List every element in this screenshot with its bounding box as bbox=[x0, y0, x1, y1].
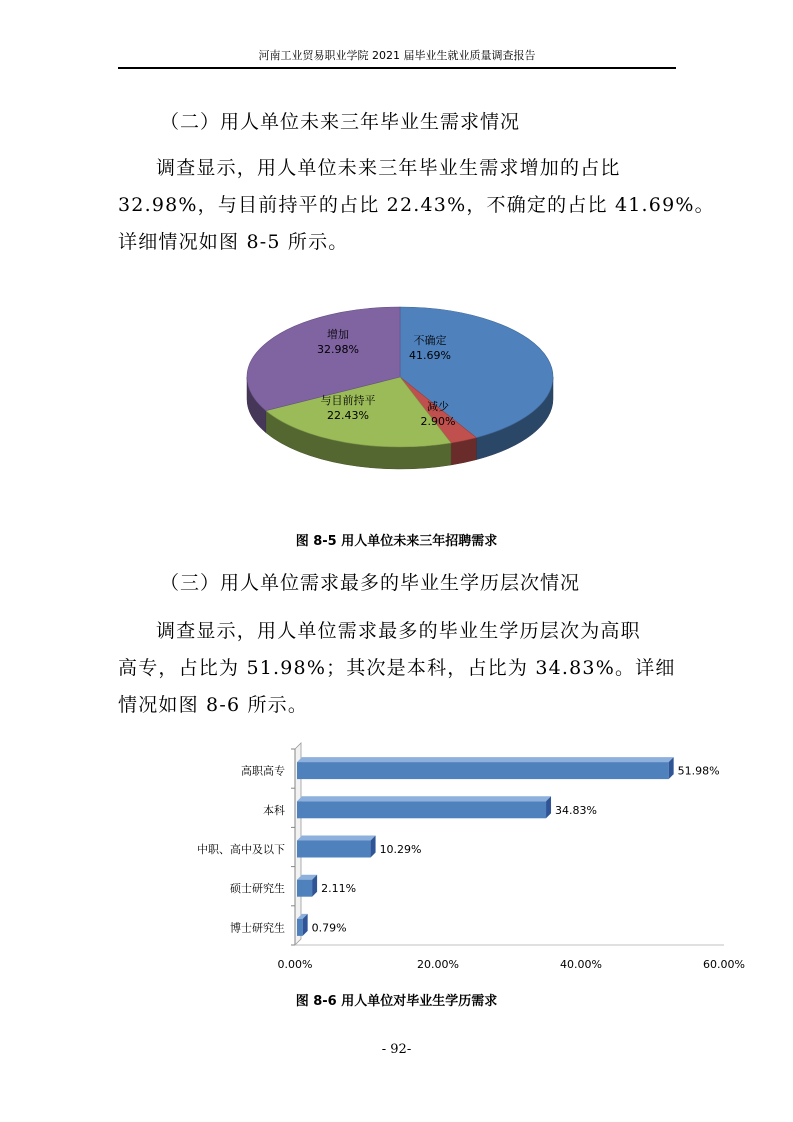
pie-label-name: 与目前持平 bbox=[320, 394, 376, 407]
paragraph-line: 高专，占比为 51.98%；其次是本科，占比为 34.83%。详细 bbox=[118, 657, 676, 679]
x-tick-label: 20.00% bbox=[417, 958, 459, 971]
category-label: 本科 bbox=[263, 803, 285, 817]
pie-label-name: 减少 bbox=[427, 400, 449, 413]
bar-top bbox=[297, 836, 376, 841]
bar-top bbox=[297, 757, 674, 762]
figure-8-6-caption: 图 8-6 用人单位对毕业生学历需求 bbox=[295, 994, 498, 1009]
x-tick-label: 40.00% bbox=[560, 958, 602, 971]
pie-label-value: 22.43% bbox=[327, 409, 369, 422]
bar-value-label: 10.29% bbox=[379, 843, 422, 856]
paragraph-line: 调查显示，用人单位需求最多的毕业生学历层次为高职 bbox=[156, 620, 641, 642]
paragraph-line: 调查显示，用人单位未来三年毕业生需求增加的占比 bbox=[156, 157, 621, 179]
category-label: 博士研究生 bbox=[230, 921, 285, 935]
section-3-paragraph bbox=[118, 613, 678, 724]
bar-chart bbox=[150, 735, 745, 985]
section-title-3: （三）用人单位需求最多的毕业生学历层次情况 bbox=[160, 572, 581, 594]
bar-top bbox=[297, 796, 551, 801]
page-number: - 92- bbox=[381, 1042, 412, 1057]
bar-value-label: 34.83% bbox=[555, 803, 597, 817]
bar-value-label: 51.98% bbox=[677, 764, 720, 778]
pie-label-name: 增加 bbox=[327, 328, 349, 341]
figure-8-5-caption: 图 8-5 用人单位未来三年招聘需求 bbox=[295, 534, 498, 549]
section-2-paragraph bbox=[118, 150, 715, 261]
section-title-2: （二）用人单位未来三年毕业生需求情况 bbox=[160, 111, 521, 133]
paragraph-line: 情况如图 8-6 所示。 bbox=[118, 694, 309, 716]
bar-博士研究生 bbox=[297, 919, 303, 936]
pie-label-value: 2.90% bbox=[420, 415, 456, 428]
pie-label-name: 不确定 bbox=[413, 334, 447, 347]
bar-本科 bbox=[297, 801, 546, 818]
category-label: 硕士研究生 bbox=[230, 882, 285, 896]
pie-label-value: 32.98% bbox=[317, 343, 359, 356]
x-tick-label: 0.00% bbox=[277, 958, 313, 971]
paragraph-line: 32.98%，与目前持平的占比 22.43%，不确定的占比 41.69%。 bbox=[118, 194, 715, 216]
x-tick-label: 60.00% bbox=[703, 958, 745, 971]
pie-label-value: 41.69% bbox=[409, 349, 451, 362]
bar-中职、高中及以下 bbox=[297, 841, 371, 858]
bar-value-label: 2.11% bbox=[321, 882, 357, 896]
category-label: 高职高专 bbox=[241, 764, 285, 778]
pie-chart bbox=[230, 292, 570, 492]
page-header: 河南工业贸易职业学院 2021 届毕业生就业质量调查报告 bbox=[118, 47, 676, 69]
bar-硕士研究生 bbox=[297, 880, 312, 897]
category-label: 中职、高中及以下 bbox=[197, 843, 285, 856]
bar-value-label: 0.79% bbox=[311, 921, 347, 935]
bar-高职高专 bbox=[297, 762, 669, 779]
paragraph-line: 详细情况如图 8-5 所示。 bbox=[118, 231, 349, 253]
